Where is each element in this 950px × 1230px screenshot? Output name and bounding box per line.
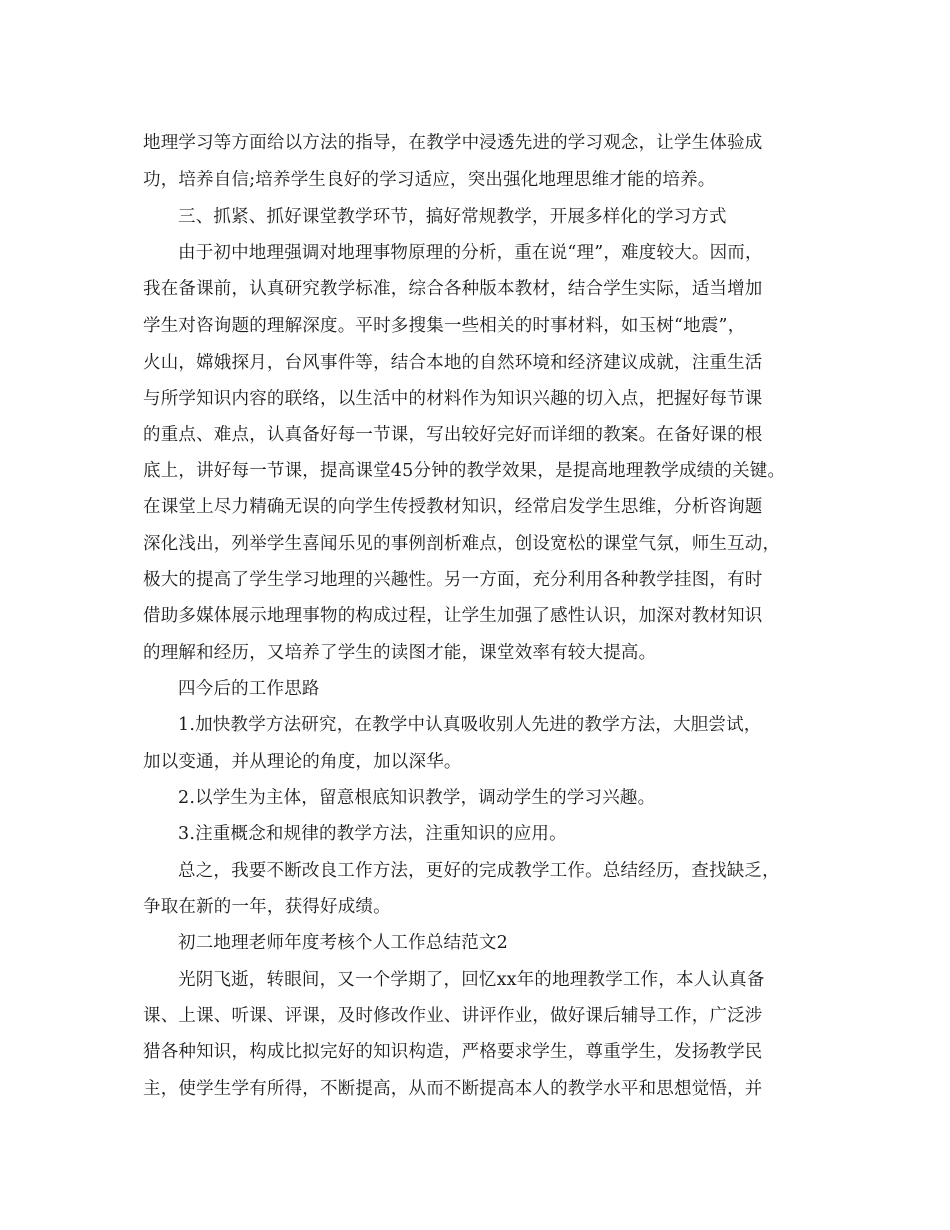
list-item: 3.注重概念和规律的教学方法，注重知识的应用。: [178, 824, 567, 844]
paragraph-line: 课、上课、听课、评课，及时修改作业、讲评作业，做好课后辅导工作，广泛涉: [143, 1006, 763, 1026]
section-heading: 三、抓紧、抓好课堂教学环节，搞好常规教学，开展多样化的学习方式: [178, 207, 727, 227]
list-item-continuation: 加以变通，并从理论的角度，加以深华。: [143, 752, 462, 772]
paragraph-line: 极大的提高了学生学习地理的兴趣性。另一方面，充分利用各种教学挂图，有时: [143, 570, 763, 590]
paragraph-line: 我在备课前，认真研究教学标准，综合各种版本教材，结合学生实际，适当增加: [143, 279, 763, 299]
paragraph-line: 与所学知识内容的联络，以生活中的材料作为知识兴趣的切入点，把握好每节课: [143, 389, 763, 409]
section-heading: 四今后的工作思路: [178, 679, 320, 699]
paragraph-line: 在课堂上尽力精确无误的向学生传授教材知识，经常启发学生思维，分析咨询题: [143, 497, 763, 517]
paragraph-line: 功，培养自信;培养学生良好的学习适应，突出强化地理思维才能的培养。: [143, 170, 716, 190]
document-subtitle: 初二地理老师年度考核个人工作总结范文2: [178, 933, 508, 953]
list-item: 2.以学生为主体，留意根底知识教学，调动学生的学习兴趣。: [178, 788, 656, 808]
paragraph-line: 底上，讲好每一节课，提高课堂45分钟的教学效果，是提高地理教学成绩的关键。: [143, 461, 786, 481]
paragraph-line: 深化浅出，列举学生喜闻乐见的事例剖析难点，创设宽松的课堂气氛，师生互动，: [143, 534, 781, 554]
paragraph-line: 由于初中地理强调对地理事物原理的分析，重在说“理”，难度较大。因而，: [178, 243, 763, 263]
list-item: 1.加快教学方法研究，在教学中认真吸收别人先进的教学方法，大胆尝试，: [178, 715, 762, 735]
paragraph-line: 地理学习等方面给以方法的指导，在教学中浸透先进的学习观念，让学生体验成: [143, 133, 763, 153]
paragraph-line: 火山，嫦娥探月，台风事件等，结合本地的自然环境和经济建议成就，注重生活: [143, 353, 763, 373]
paragraph-line: 光阴飞逝，转眼间，又一个学期了，回忆xx年的地理教学工作，本人认真备: [178, 970, 765, 990]
paragraph-line: 主，使学生学有所得，不断提高，从而不断提高本人的教学水平和思想觉悟，并: [143, 1079, 763, 1099]
paragraph-line: 的理解和经历，又培养了学生的读图才能，课堂效率有较大提高。: [143, 643, 657, 663]
paragraph-line: 猎各种知识，构成比拟完好的知识构造，严格要求学生，尊重学生，发扬教学民: [143, 1042, 763, 1062]
paragraph-line: 借助多媒体展示地理事物的构成过程，让学生加强了感性认识，加深对教材知识: [143, 606, 763, 626]
paragraph-line: 总之，我要不断改良工作方法，更好的完成教学工作。总结经历，查找缺乏，: [178, 861, 780, 881]
paragraph-line: 学生对咨询题的理解深度。平时多搜集一些相关的时事材料，如玉树“地震”，: [143, 316, 746, 336]
paragraph-line: 的重点、难点，认真备好每一节课，写出较好完好而详细的教案。在备好课的根: [143, 425, 763, 445]
paragraph-line: 争取在新的一年，获得好成绩。: [143, 897, 391, 917]
